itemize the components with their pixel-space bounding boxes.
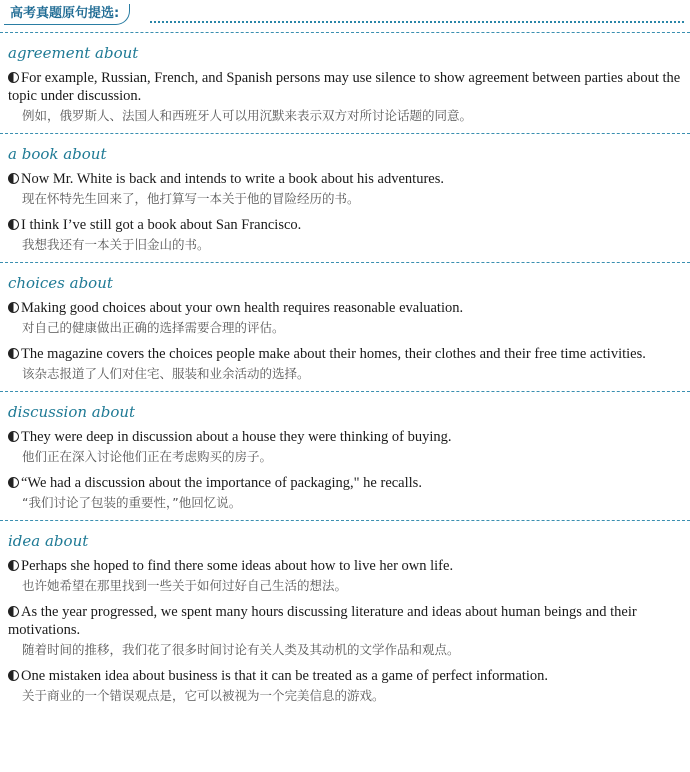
half-circle-bullet-icon bbox=[8, 219, 19, 230]
example-english: For example, Russian, French, and Spanish persons may use silence to show agreement between parties about the topic under discussion. bbox=[8, 70, 681, 104]
example bbox=[8, 170, 682, 208]
example bbox=[8, 603, 682, 659]
example bbox=[8, 428, 682, 466]
half-circle-bullet-icon bbox=[8, 302, 19, 313]
example-english: “We had a discussion about the importance of packaging," he recalls. bbox=[21, 475, 422, 491]
example-english: I think I’ve still got a book about San Francisco. bbox=[21, 217, 302, 233]
phrase-section bbox=[0, 133, 690, 262]
phrase-title: idea about bbox=[8, 532, 89, 550]
phrase-title: choices about bbox=[8, 274, 113, 292]
half-circle-bullet-icon bbox=[8, 606, 19, 617]
half-circle-bullet-icon bbox=[8, 348, 19, 359]
phrase-title: a book about bbox=[8, 145, 107, 163]
example bbox=[8, 345, 682, 383]
header-dotted-rule bbox=[150, 21, 684, 23]
example-chinese: 他们正在深入讨论他们正在考虑购买的房子。 bbox=[22, 449, 273, 464]
example-chinese: 关于商业的一个错误观点是，它可以被视为一个完美信息的游戏。 bbox=[22, 688, 385, 703]
phrase-title: discussion about bbox=[8, 403, 136, 421]
example-english: The magazine covers the choices people make about their homes, their clothes and their free time activities. bbox=[21, 346, 646, 362]
example-chinese: “我们讨论了包装的重要性，”他回忆说。 bbox=[22, 495, 242, 510]
phrase-section bbox=[0, 520, 690, 713]
example bbox=[8, 216, 682, 254]
example-english: One mistaken idea about business is that it can be treated as a game of perfect information. bbox=[21, 668, 549, 684]
phrase-section bbox=[0, 262, 690, 391]
example bbox=[8, 667, 682, 705]
example bbox=[8, 557, 682, 595]
example bbox=[8, 69, 682, 125]
example bbox=[8, 299, 682, 337]
half-circle-bullet-icon bbox=[8, 72, 19, 83]
half-circle-bullet-icon bbox=[8, 670, 19, 681]
half-circle-bullet-icon bbox=[8, 431, 19, 442]
phrase-section bbox=[0, 391, 690, 520]
half-circle-bullet-icon bbox=[8, 477, 19, 488]
example-english: Making good choices about your own health requires reasonable evaluation. bbox=[21, 300, 464, 316]
example-chinese: 也许她希望在那里找到一些关于如何过好自己生活的想法。 bbox=[22, 578, 348, 593]
example-english: They were deep in discussion about a house they were thinking of buying. bbox=[21, 429, 452, 445]
example-chinese: 现在怀特先生回来了，他打算写一本关于他的冒险经历的书。 bbox=[22, 191, 360, 206]
example-english: Now Mr. White is back and intends to write a book about his adventures. bbox=[21, 171, 444, 187]
example bbox=[8, 474, 682, 512]
example-chinese: 例如，俄罗斯人、法国人和西班牙人可以用沉默来表示双方对所讨论话题的同意。 bbox=[22, 108, 473, 123]
half-circle-bullet-icon bbox=[8, 560, 19, 571]
section-heading-tab: 高考真题原句提选: bbox=[4, 4, 130, 25]
half-circle-bullet-icon bbox=[8, 173, 19, 184]
example-english: As the year progressed, we spent many hours discussing literature and ideas about human beings and their motivations. bbox=[8, 604, 637, 638]
example-chinese: 对自己的健康做出正确的选择需要合理的评估。 bbox=[22, 320, 285, 335]
phrase-section bbox=[0, 32, 690, 133]
example-english: Perhaps she hoped to find there some ideas about how to live her own life. bbox=[21, 558, 454, 574]
example-chinese: 随着时间的推移，我们花了很多时间讨论有关人类及其动机的文学作品和观点。 bbox=[22, 642, 460, 657]
example-chinese: 该杂志报道了人们对住宅、服装和业余活动的选择。 bbox=[22, 366, 310, 381]
phrase-title: agreement about bbox=[8, 44, 139, 62]
header bbox=[0, 0, 690, 24]
example-chinese: 我想我还有一本关于旧金山的书。 bbox=[22, 237, 210, 252]
phrase-sections bbox=[0, 32, 690, 713]
